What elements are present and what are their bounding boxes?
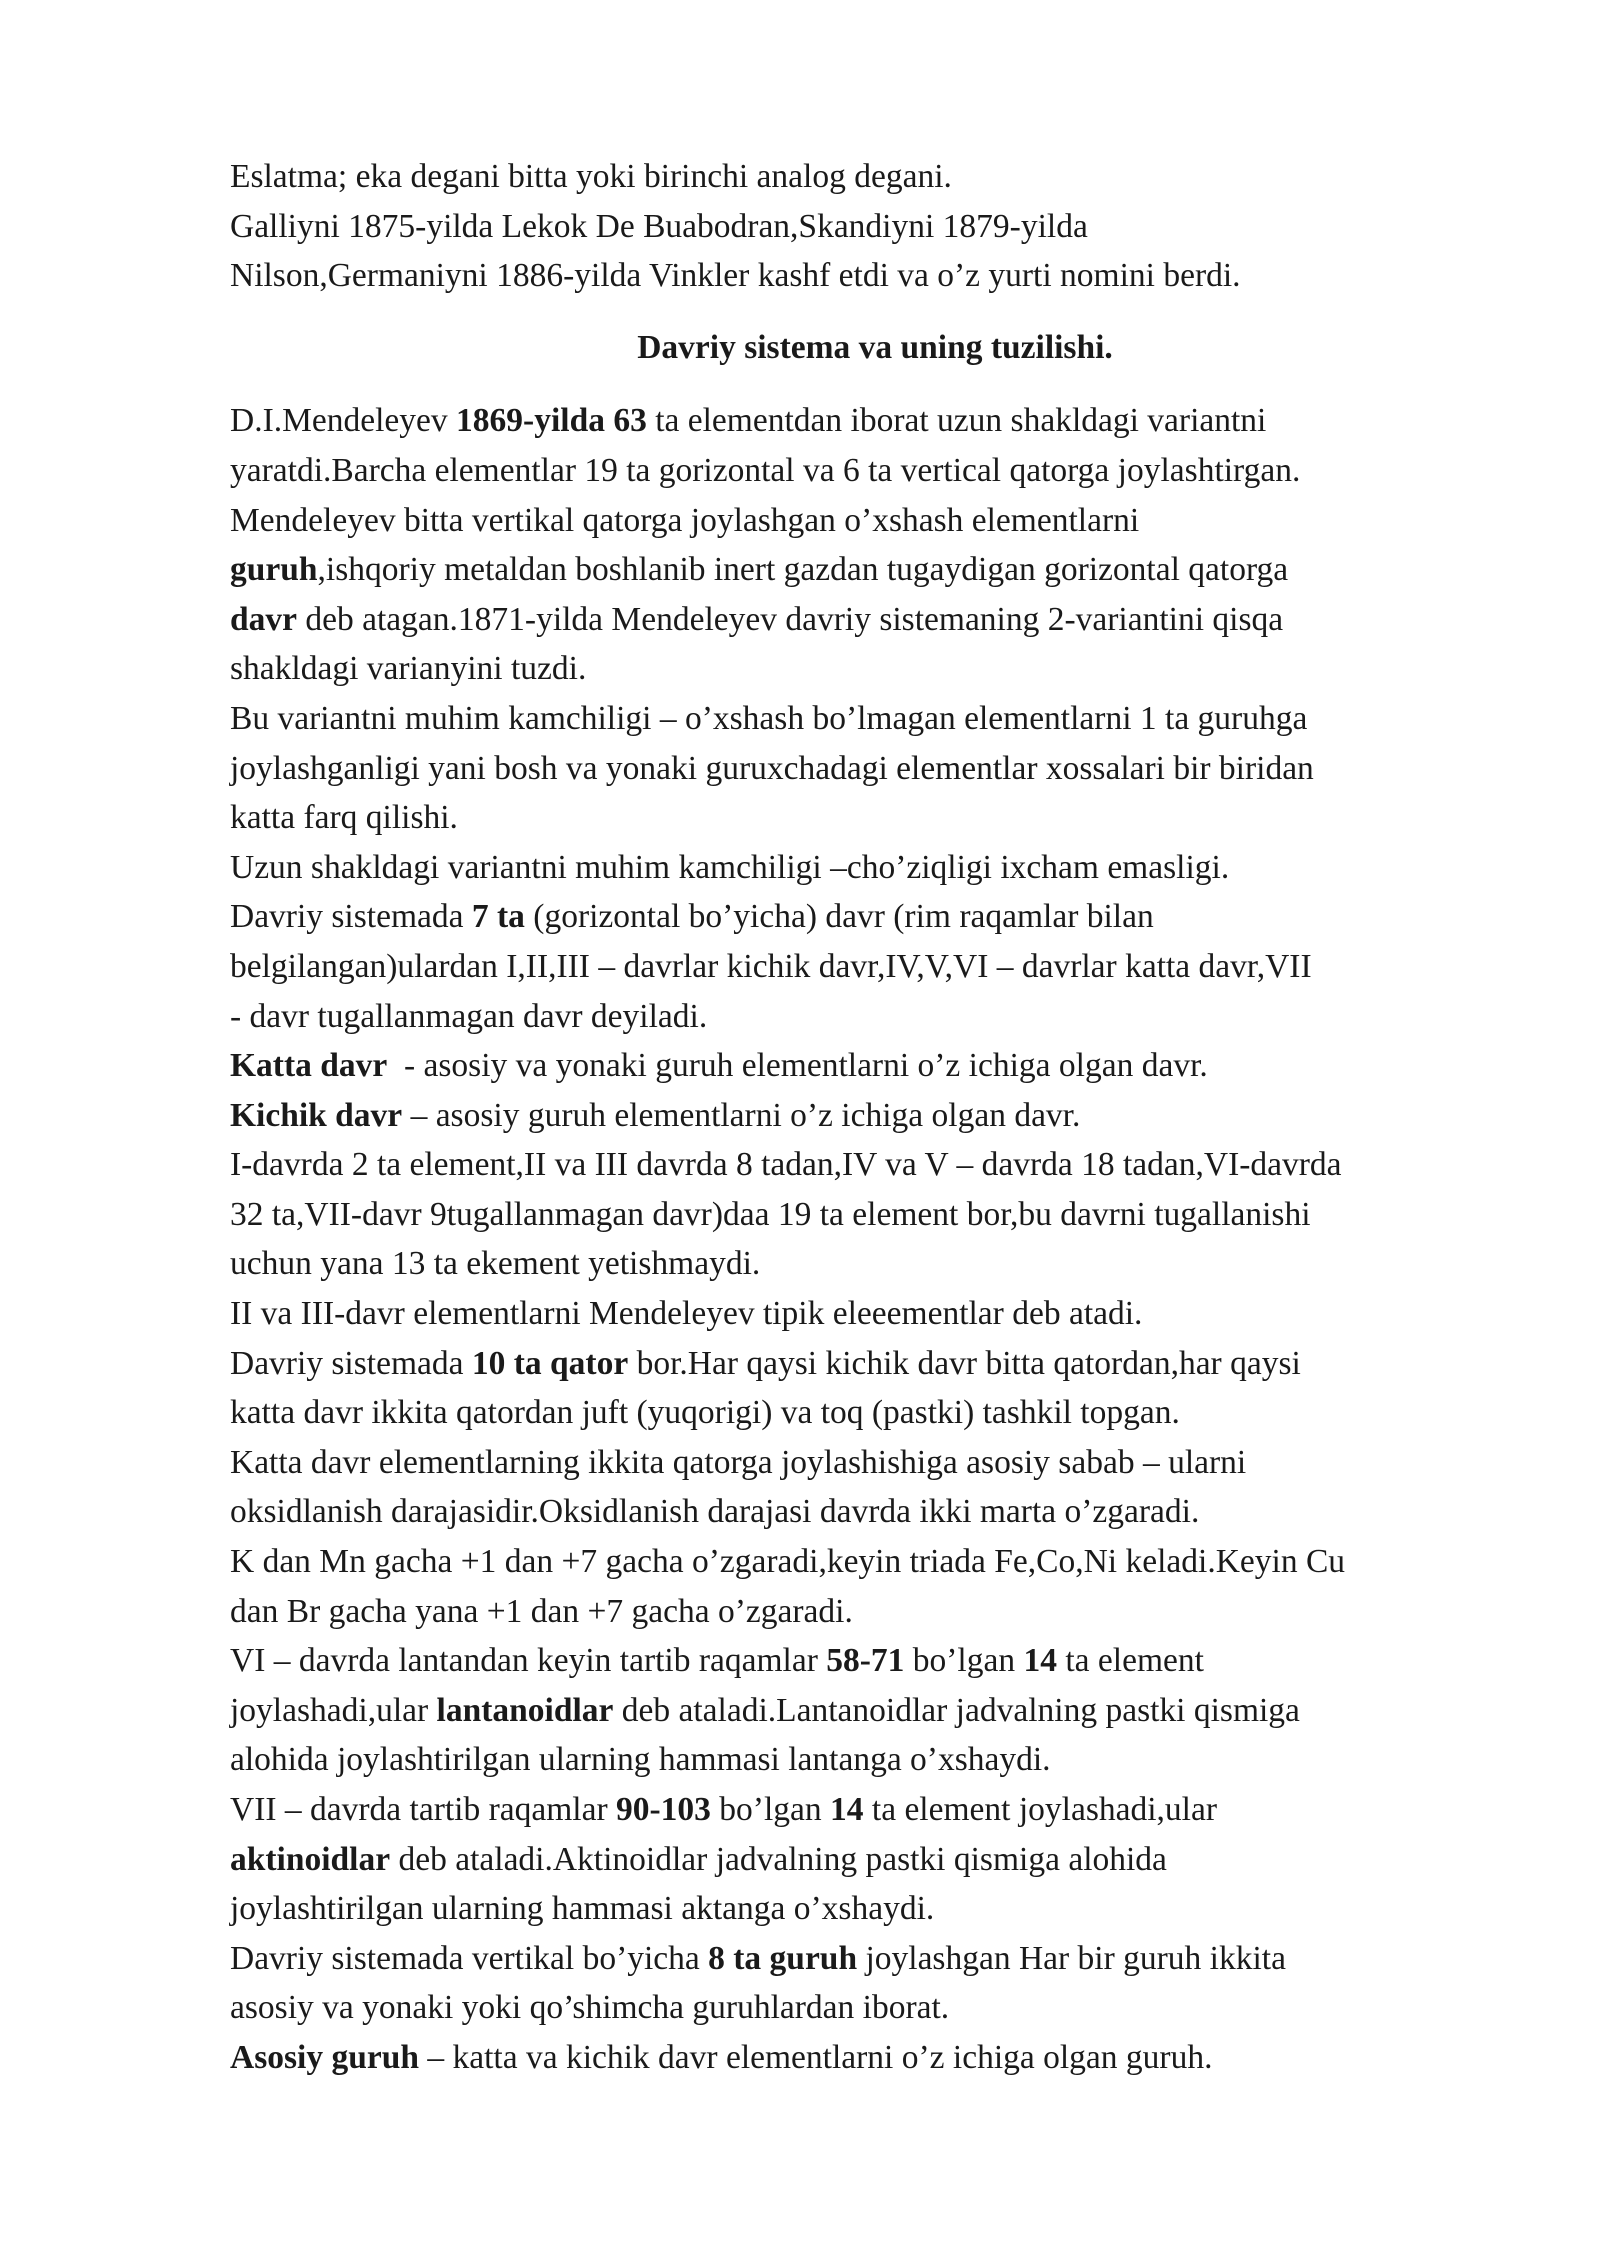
text-line: uchun yana 13 ta ekement yetishmaydi.: [230, 1245, 761, 1283]
intro-line: Galliyni 1875-yilda Lekok De Buabodran,Skandiyni 1879-yilda: [230, 207, 1088, 245]
intro-line: Nilson,Germaniyni 1886-yilda Vinkler kashf etdi va o’z yurti nomini berdi.: [230, 257, 1241, 295]
text-line: D.I.Mendeleyev 1869-yilda 63 ta elementdan iborat uzun shakldagi variantni: [230, 402, 1267, 440]
paragraph-katta-davr: Katta davr - asosiy va yonaki guruh elementlarni o’z ichiga olgan davr.: [230, 1047, 1208, 1085]
document-page: [230, 152, 1520, 2083]
text-line: Davriy sistemada 10 ta qator bor.Har qaysi kichik davr bitta qatordan,har qaysi: [230, 1344, 1301, 1382]
paragraph-groups: [230, 1934, 1520, 2033]
paragraph-lanthanoids: [230, 1636, 1520, 1785]
paragraph-oxidation-reason: [230, 1438, 1520, 1537]
text-line: guruh,ishqoriy metaldan boshlanib inert gazdan tugaydigan gorizontal qatorga: [230, 551, 1289, 589]
paragraph-oxidation-change: [230, 1537, 1520, 1636]
paragraph-main-group: Asosiy guruh – katta va kichik davr elementlarni o’z ichiga olgan guruh.: [230, 2038, 1213, 2076]
intro-line: Eslatma; eka degani bitta yoki birinchi analog degani.: [230, 158, 952, 195]
paragraph-rows: [230, 1339, 1520, 1438]
text-line: VI – davrda lantandan keyin tartib raqamlar 58-71 bo’lgan 14 ta element: [230, 1642, 1204, 1680]
text-line: 32 ta,VII-davr 9tugallanmagan davr)daa 19 ta element bor,bu davrni tugallanishi: [230, 1195, 1311, 1233]
paragraph-typical-elements: II va III-davr elementlarni Mendeleyev tipik eleeementlar deb atadi.: [230, 1295, 1143, 1333]
text-line: aktinoidlar deb ataladi.Aktinoidlar jadvalning pastki qismiga alohida: [230, 1840, 1167, 1878]
text-line: katta davr ikkita qatordan juft (yuqorigi) va toq (pastki) tashkil topgan.: [230, 1394, 1180, 1432]
intro-paragraph: [230, 152, 1520, 301]
paragraph-actinoids: [230, 1785, 1520, 1934]
text-line: oksidlanish darajasidir.Oksidlanish darajasi davrda ikki marta o’zgaradi.: [230, 1493, 1200, 1531]
text-line: joylashadi,ular lantanoidlar deb ataladi.Lantanoidlar jadvalning pastki qismiga: [230, 1691, 1300, 1729]
text-line: - davr tugallanmagan davr deyiladi.: [230, 997, 708, 1035]
text-line: I-davrda 2 ta element,II va III davrda 8 tadan,IV va V – davrda 18 tadan,VI-davrda: [230, 1146, 1342, 1184]
text-line: Mendeleyev bitta vertikal qatorga joylashgan o’xshash elementlarni: [230, 501, 1140, 539]
text-line: joylashganligi yani bosh va yonaki guruxchadagi elementlar xossalari bir biridan: [230, 749, 1314, 787]
text-line: dan Br gacha yana +1 dan +7 gacha o’zgaradi.: [230, 1592, 853, 1630]
text-line: K dan Mn gacha +1 dan +7 gacha o’zgaradi,keyin triada Fe,Co,Ni keladi.Keyin Cu: [230, 1543, 1346, 1581]
text-line: katta farq qilishi.: [230, 799, 458, 837]
text-line: davr deb atagan.1871-yilda Mendeleyev davriy sistemaning 2-variantini qisqa: [230, 600, 1284, 638]
paragraph-kichik-davr: Kichik davr – asosiy guruh elementlarni o’z ichiga olgan davr.: [230, 1096, 1081, 1134]
section-title: Davriy sistema va uning tuzilishi.: [637, 328, 1113, 366]
text-line: VII – davrda tartib raqamlar 90-103 bo’lgan 14 ta element joylashadi,ular: [230, 1791, 1217, 1828]
text-line: asosiy va yonaki yoki qo’shimcha guruhlardan iborat.: [230, 1989, 950, 2027]
paragraph-periods: [230, 892, 1520, 1041]
text-line: Davriy sistemada 7 ta (gorizontal bo’yicha) davr (rim raqamlar bilan: [230, 898, 1154, 936]
text-line: belgilangan)ulardan I,II,III – davrlar kichik davr,IV,V,VI – davrlar katta davr,VII: [230, 947, 1312, 985]
text-line: yaratdi.Barcha elementlar 19 ta gorizontal va 6 ta vertical qatorga joylashtirgan.: [230, 451, 1301, 489]
paragraph-element-counts: [230, 1140, 1520, 1289]
paragraph-short-variant-drawback: [230, 694, 1520, 843]
paragraph-long-variant-drawback: Uzun shakldagi variantni muhim kamchiligi –cho’ziqligi ixcham emasligi.: [230, 848, 1230, 886]
text-line: Davriy sistemada vertikal bo’yicha 8 ta guruh joylashgan Har bir guruh ikkita: [230, 1939, 1286, 1977]
paragraph-mendeleyev-1869: [230, 396, 1520, 694]
text-line: Bu variantni muhim kamchiligi – o’xshash bo’lmagan elementlarni 1 ta guruhga: [230, 699, 1308, 737]
text-line: joylashtirilgan ularning hammasi aktanga o’xshaydi.: [230, 1890, 935, 1928]
text-line: shakldagi varianyini tuzdi.: [230, 650, 587, 688]
text-line: alohida joylashtirilgan ularning hammasi lantanga o’xshaydi.: [230, 1741, 1051, 1779]
text-line: Katta davr elementlarning ikkita qatorga joylashishiga asosiy sabab – ularni: [230, 1443, 1247, 1481]
